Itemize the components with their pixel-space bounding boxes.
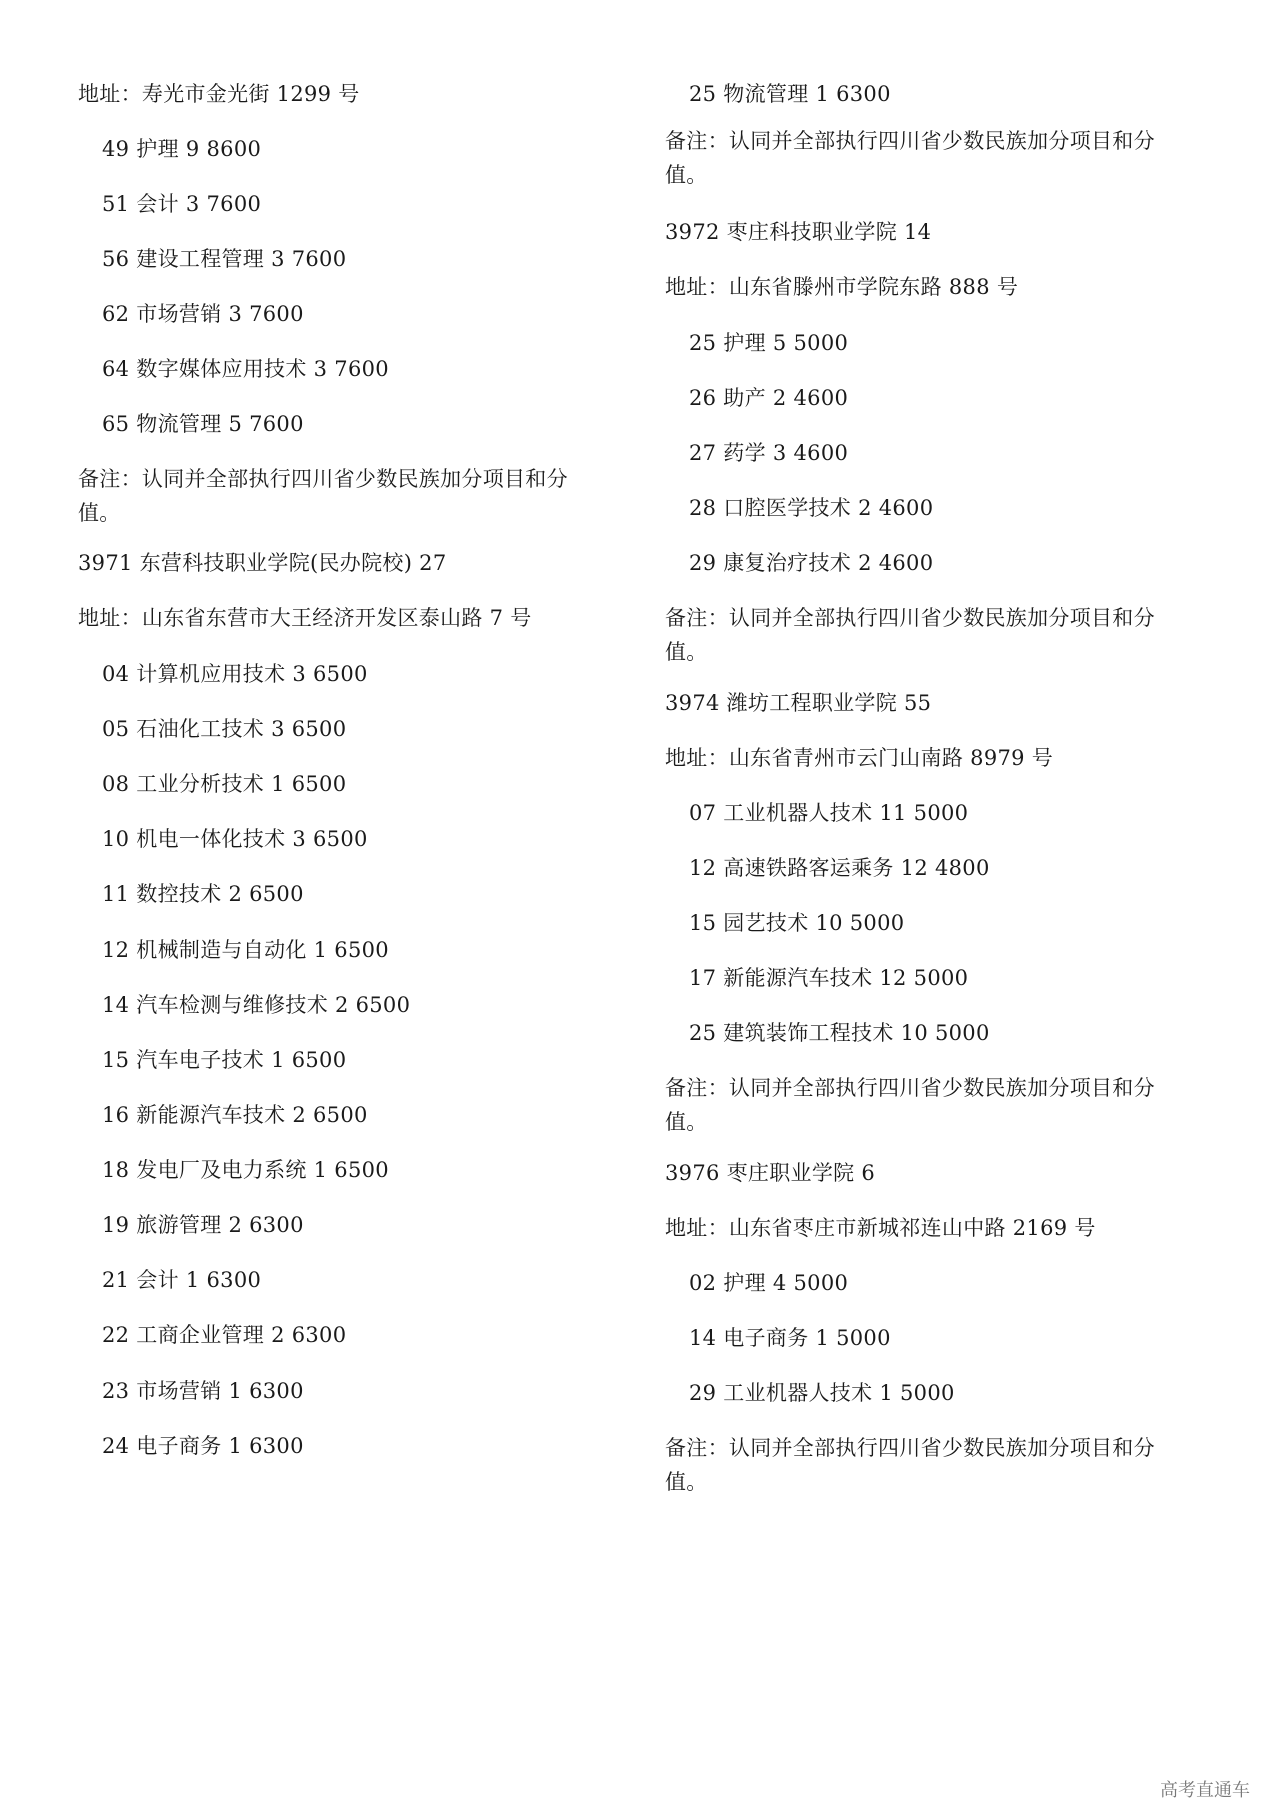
remark-text: 备注：认同并全部执行四川省少数民族加分项目和分 (78, 467, 568, 491)
major-row: 15 园艺技术 10 5000 (689, 911, 905, 935)
major-row: 15 汽车电子技术 1 6500 (102, 1048, 347, 1072)
major-row: 12 高速铁路客运乘务 12 4800 (689, 856, 990, 880)
major-row: 04 计算机应用技术 3 6500 (102, 662, 368, 686)
major-row: 02 护理 4 5000 (689, 1271, 849, 1295)
remark-continuation: 值。 (665, 163, 708, 187)
major-row: 11 数控技术 2 6500 (102, 882, 304, 906)
remark-continuation: 值。 (665, 1470, 708, 1494)
major-row: 65 物流管理 5 7600 (102, 412, 304, 436)
major-row: 27 药学 3 4600 (689, 441, 849, 465)
address-line: 地址：山东省青州市云门山南路 8979 号 (665, 746, 1054, 770)
major-row: 10 机电一体化技术 3 6500 (102, 827, 368, 851)
major-row: 64 数字媒体应用技术 3 7600 (102, 357, 389, 381)
major-row: 28 口腔医学技术 2 4600 (689, 496, 934, 520)
major-row: 24 电子商务 1 6300 (102, 1434, 304, 1458)
major-row: 05 石油化工技术 3 6500 (102, 717, 347, 741)
remark-continuation: 值。 (665, 640, 708, 664)
school-line: 3972 枣庄科技职业学院 14 (665, 220, 932, 244)
major-row: 51 会计 3 7600 (102, 192, 262, 216)
remark-continuation: 值。 (78, 501, 121, 525)
major-row: 14 电子商务 1 5000 (689, 1326, 891, 1350)
major-row: 26 助产 2 4600 (689, 386, 849, 410)
remark-text: 备注：认同并全部执行四川省少数民族加分项目和分 (665, 1436, 1155, 1460)
major-row: 14 汽车检测与维修技术 2 6500 (102, 993, 411, 1017)
school-line: 3976 枣庄职业学院 6 (665, 1161, 876, 1185)
major-row: 07 工业机器人技术 11 5000 (689, 801, 969, 825)
major-row: 19 旅游管理 2 6300 (102, 1213, 304, 1237)
major-row: 62 市场营销 3 7600 (102, 302, 304, 326)
remark-text: 备注：认同并全部执行四川省少数民族加分项目和分 (665, 129, 1155, 153)
major-row: 29 工业机器人技术 1 5000 (689, 1381, 955, 1405)
remark-line (665, 124, 1225, 192)
major-row: 17 新能源汽车技术 12 5000 (689, 966, 969, 990)
major-row: 12 机械制造与自动化 1 6500 (102, 938, 389, 962)
address-line: 地址：山东省东营市大王经济开发区泰山路 7 号 (78, 606, 532, 630)
remark-line (665, 601, 1225, 669)
remark-line (665, 1431, 1225, 1499)
major-row: 56 建设工程管理 3 7600 (102, 247, 347, 271)
watermark: 高考直通车 (1160, 1780, 1250, 1801)
major-row: 08 工业分析技术 1 6500 (102, 772, 347, 796)
school-line: 3974 潍坊工程职业学院 55 (665, 691, 932, 715)
major-row: 25 护理 5 5000 (689, 331, 849, 355)
major-row: 49 护理 9 8600 (102, 137, 262, 161)
remark-continuation: 值。 (665, 1110, 708, 1134)
address-line: 地址：山东省滕州市学院东路 888 号 (665, 275, 1019, 299)
major-row: 23 市场营销 1 6300 (102, 1379, 304, 1403)
remark-line (78, 462, 638, 530)
address-line: 地址：寿光市金光街 1299 号 (78, 82, 360, 106)
major-row: 25 物流管理 1 6300 (689, 82, 891, 106)
major-row: 25 建筑装饰工程技术 10 5000 (689, 1021, 990, 1045)
address-line: 地址：山东省枣庄市新城祁连山中路 2169 号 (665, 1216, 1096, 1240)
remark-line (665, 1071, 1225, 1139)
major-row: 21 会计 1 6300 (102, 1268, 262, 1292)
remark-text: 备注：认同并全部执行四川省少数民族加分项目和分 (665, 606, 1155, 630)
major-row: 18 发电厂及电力系统 1 6500 (102, 1158, 389, 1182)
major-row: 16 新能源汽车技术 2 6500 (102, 1103, 368, 1127)
school-line: 3971 东营科技职业学院(民办院校) 27 (78, 551, 447, 575)
major-row: 29 康复治疗技术 2 4600 (689, 551, 934, 575)
major-row: 22 工商企业管理 2 6300 (102, 1323, 347, 1347)
remark-text: 备注：认同并全部执行四川省少数民族加分项目和分 (665, 1076, 1155, 1100)
